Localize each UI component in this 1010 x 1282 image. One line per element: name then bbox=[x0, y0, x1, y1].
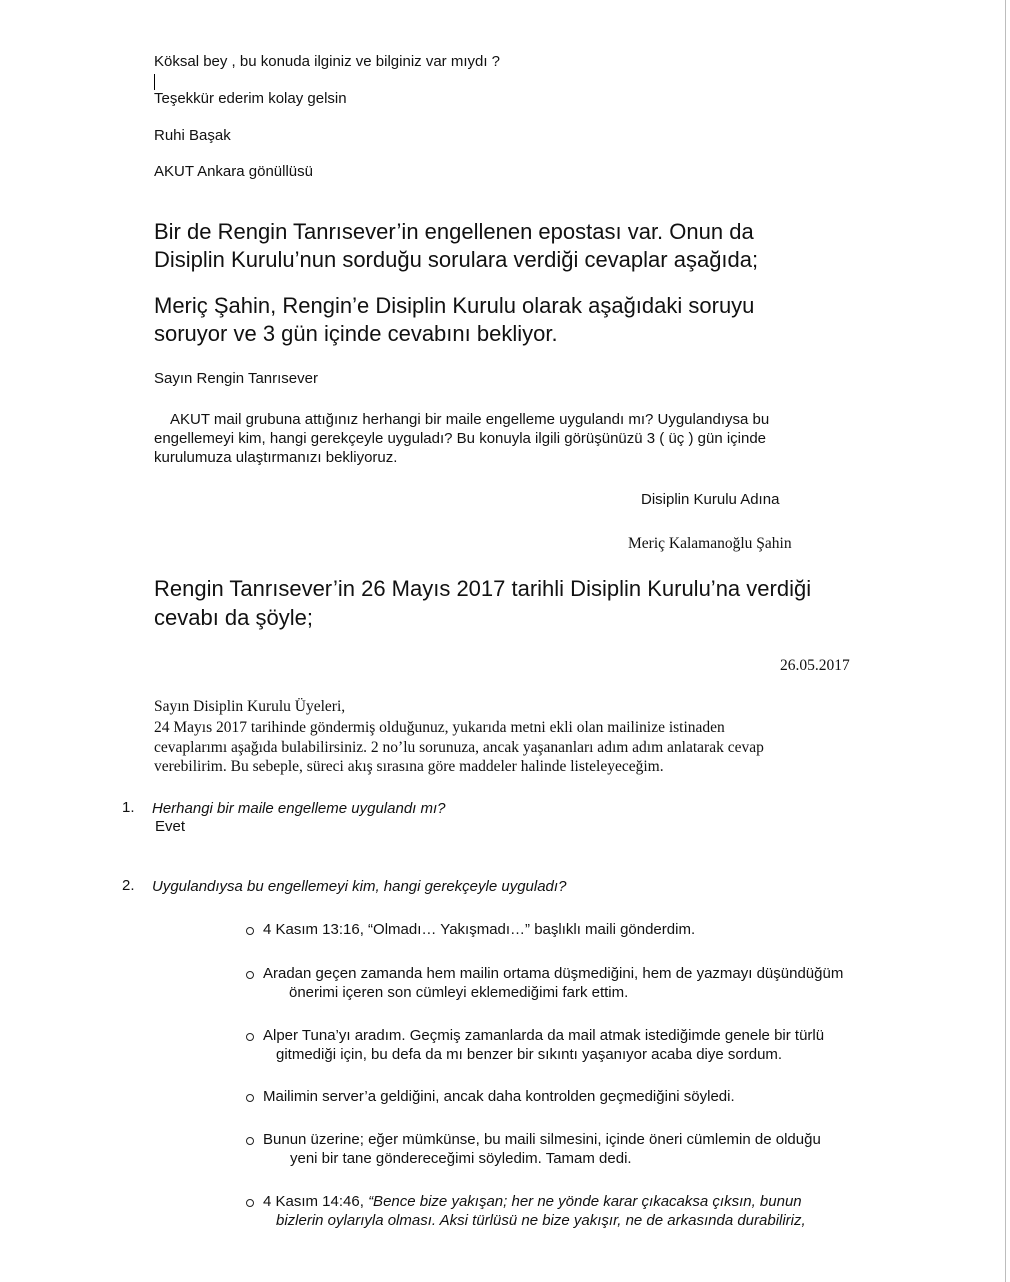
step-3 bbox=[263, 1026, 873, 1064]
bullet-icon bbox=[246, 971, 254, 979]
bullet-icon bbox=[246, 927, 254, 935]
question-1-number: 1. bbox=[122, 799, 135, 816]
step-5-line-1: Bunun üzerine; eğer mümkünse, bu maili silmesini, içinde öneri cümlemin de olduğu bbox=[263, 1131, 821, 1148]
question-2-number: 2. bbox=[122, 877, 135, 894]
answer-greeting: Sayın Disiplin Kurulu Üyeleri, bbox=[154, 698, 346, 715]
heading-2-line-2: soruyor ve 3 gün içinde cevabını bekliyor. bbox=[154, 321, 558, 346]
bullet-icon bbox=[246, 1137, 254, 1145]
heading-3-line-2: cevabı da şöyle; bbox=[154, 605, 313, 630]
heading-1-line-1: Bir de Rengin Tanrısever’in engellenen epostası var. Onun da bbox=[154, 219, 754, 244]
question-body-line-2: engellemeyi kim, hangi gerekçeyle uyguladı? Bu konuyla ilgili görüşünüzü 3 ( üç ) gün içinde bbox=[154, 430, 767, 447]
step-6-line-2: bizlerin oylarıyla olması. Aksi türlüsü ne bize yakışır, ne de arkasında durabiliriz, bbox=[276, 1212, 806, 1229]
answer-body-line-2: cevaplarımı aşağıda bulabilirsiniz. 2 no’lu sorunuza, ancak yaşananları adım adım anlatarak cevap bbox=[154, 739, 764, 756]
step-5-line-2: yeni bir tane göndereceğimi söyledim. Tamam dedi. bbox=[290, 1150, 632, 1167]
step-2-line-2: önerimi içeren son cümleyi eklemediğimi fark ettim. bbox=[289, 984, 629, 1001]
answer-body-line-1: 24 Mayıs 2017 tarihinde göndermiş olduğunuz, yukarıda metni ekli olan mailinize istinaden bbox=[154, 719, 725, 736]
step-2-line-1: Aradan geçen zamanda hem mailin ortama düşmediğini, hem de yazmayı düşündüğüm bbox=[263, 965, 844, 982]
step-4 bbox=[263, 1087, 873, 1106]
step-6-quote: “Bence bize yakışan; her ne yönde karar çıkacaksa çıksın, bunun bbox=[368, 1193, 802, 1210]
question-2-text: Uygulandıysa bu engellemeyi kim, hangi gerekçeyle uyguladı? bbox=[152, 878, 567, 895]
question-greeting: Sayın Rengin Tanrısever bbox=[154, 370, 318, 387]
text-cursor bbox=[154, 74, 155, 90]
bullet-icon bbox=[246, 1094, 254, 1102]
bullet-icon bbox=[246, 1033, 254, 1041]
step-1 bbox=[263, 920, 873, 939]
step-3-line-1: Alper Tuna’yı aradım. Geçmiş zamanlarda da mail atmak istediğimde genele bir türlü bbox=[263, 1027, 825, 1044]
step-6 bbox=[263, 1192, 873, 1230]
heading-2-line-1: Meriç Şahin, Rengin’e Disiplin Kurulu olarak aşağıdaki soruyu bbox=[154, 293, 755, 318]
step-6-prefix: 4 Kasım 14:46, bbox=[263, 1193, 369, 1210]
answer-date: 26.05.2017 bbox=[780, 657, 850, 674]
question-signature-name: Meriç Kalamanoğlu Şahin bbox=[628, 535, 792, 552]
step-3-line-2: gitmediği için, bu defa da mı benzer bir sıkıntı yaşanıyor acaba diye sordum. bbox=[276, 1046, 783, 1063]
heading-3-line-1: Rengin Tanrısever’in 26 Mayıs 2017 tarihli Disiplin Kurulu’na verdiği bbox=[154, 576, 812, 601]
email-sender-name: Ruhi Başak bbox=[154, 127, 231, 144]
email-line-1: Köksal bey , bu konuda ilginiz ve bilginiz var mıydı ? bbox=[154, 53, 501, 70]
bullet-icon bbox=[246, 1199, 254, 1207]
step-5 bbox=[263, 1130, 873, 1168]
email-line-2: Teşekkür ederim kolay gelsin bbox=[154, 90, 347, 107]
question-body-line-3: kurulumuza ulaştırmanızı bekliyoruz. bbox=[154, 449, 398, 466]
question-1-text: Herhangi bir maile engelleme uygulandı mı? bbox=[152, 800, 446, 817]
question-1-answer: Evet bbox=[155, 818, 186, 835]
question-signature-title: Disiplin Kurulu Adına bbox=[641, 491, 780, 508]
step-2 bbox=[263, 964, 873, 1002]
email-sender-role: AKUT Ankara gönüllüsü bbox=[154, 163, 313, 180]
question-body-line-1: AKUT mail grubuna attığınız herhangi bir maile engelleme uygulandı mı? Uygulandıysa bu bbox=[170, 411, 770, 428]
step-4-line-1: Mailimin server’a geldiğini, ancak daha kontrolden geçmediğini söyledi. bbox=[263, 1088, 735, 1105]
heading-1-line-2: Disiplin Kurulu’nun sorduğu sorulara verdiği cevaplar aşağıda; bbox=[154, 247, 759, 272]
answer-body-line-3: verebilirim. Bu sebeple, süreci akış sırasına göre maddeler halinde listeleyeceğim. bbox=[154, 758, 664, 775]
step-1-line-1: 4 Kasım 13:16, “Olmadı… Yakışmadı…” başlıklı maili gönderdim. bbox=[263, 921, 696, 938]
